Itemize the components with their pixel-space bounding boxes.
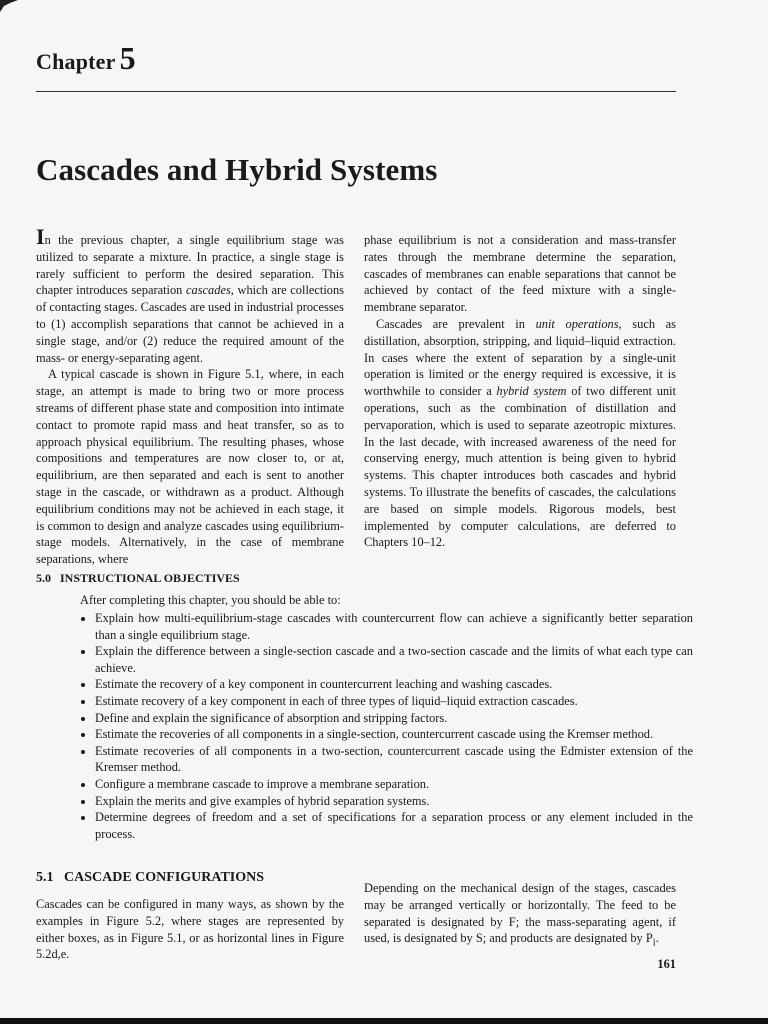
intro-p1-emphasis: cascades,	[186, 283, 234, 298]
objective-item: • Explain the difference between a single-section cascade and a two-section cascade and the limits of what each type can achieve.	[95, 643, 693, 676]
chapter-word: Chapter	[36, 49, 116, 74]
objective-item: • Determine degrees of freedom and a set of specifications for a separation process or any element included in the process.	[95, 809, 693, 842]
intro-p4-text-b: such as distillation, absorption, stripping, and liquid–liquid extraction. In cases where the extent of separation by a single-unit operation is limited or the energy required is excessive, it is worthwhile to consider a	[364, 316, 676, 399]
objective-item: • Explain how multi-equilibrium-stage cascades with countercurrent flow can achieve a significantly better separation than a single equilibrium stage.	[95, 610, 693, 643]
scan-bottom-edge	[0, 1018, 768, 1024]
page-number: 161	[657, 957, 676, 971]
objective-item: • Configure a membrane cascade to improve a membrane separation.	[95, 776, 693, 793]
drop-cap: I	[36, 224, 45, 249]
section-5-1-right-column	[364, 880, 676, 953]
intro-p1-text: n the previous chapter, a single equilibrium stage was utilized to separate a mixture. In practice, a single stage is rarely sufficient to perform the desired separation. This chapter introduces separation	[36, 233, 344, 298]
intro-paragraph-1	[36, 224, 344, 366]
objectives-intro: After completing this chapter, you should be able to:	[80, 593, 341, 607]
intro-p1-end: which are collections of contacting stages. Cascades are used in industrial processes to (1) accomplish separations that cannot be achieved in a single stage, and/or (2) reduce the required amount of the mass- or energy-separating agent.	[36, 283, 344, 365]
objective-item: • Estimate recoveries of all components in a two-section, countercurrent cascade using the Edmister extension of the Kremser method.	[95, 743, 693, 776]
section-5-1-paragraph-left: Cascades can be configured in many ways, as shown by the examples in Figure 5.2, where stages are represented by either boxes, as in Figure 5.1, or as horizontal lines in Figure 5.2d,e.	[36, 897, 344, 962]
section-5-1-left-column	[36, 896, 344, 963]
intro-paragraph-3: phase equilibrium is not a consideration and mass-transfer rates through the membrane determine the separation, cascades of membranes can enable separations that cannot be achieved by contact of the feed mixture with a single-membrane separator.	[364, 233, 676, 315]
objective-item: • Explain the merits and give examples of hybrid separation systems.	[95, 793, 693, 810]
objective-item: • Estimate the recovery of a key component in countercurrent leaching and washing cascades.	[95, 676, 693, 693]
scan-corner-artifact	[0, 0, 18, 12]
objective-item: • Estimate the recoveries of all components in a single-section, countercurrent cascade using the Kremser method.	[95, 726, 693, 743]
section-5-1-right-text: Depending on the mechanical design of the stages, cascades may be arranged vertically or horizontally. The feed to be separated is designated by F; the mass-separating agent, if used, is designated by S; and products are designated by P	[364, 881, 676, 946]
intro-right-column	[364, 232, 676, 551]
section-5-1-paragraph-right	[364, 880, 676, 953]
intro-p4-text-a: Cascades are prevalent in	[376, 316, 536, 331]
objective-item: • Estimate recovery of a key component in each of three types of liquid–liquid extraction cascades.	[95, 693, 693, 710]
objectives-heading: 5.0 INSTRUCTIONAL OBJECTIVES	[36, 571, 240, 585]
chapter-number: 5	[119, 40, 136, 76]
intro-paragraph-4	[364, 316, 676, 551]
intro-p4-emphasis-2: hybrid system	[496, 384, 567, 399]
section-5-1-heading: 5.1 CASCADE CONFIGURATIONS	[36, 870, 265, 885]
section-5-1-right-end: .	[655, 931, 659, 946]
intro-left-column	[36, 224, 344, 568]
intro-paragraph-2: A typical cascade is shown in Figure 5.1, where, in each stage, an attempt is made to bring two or more process streams of different phase state and composition into intimate contact to promote rapid mass and heat transfer, so as to approach physical equilibrium. The resulting phases, whose compositions and temperatures are now closer to, or at, equilibrium, are then separated and each is sent to another stage in the cascade, or withdrawn as a product. Although equilibrium conditions may not be achieved in each stage, it is common to design and analyze cascades using equilibrium-stage models. Alternatively, in the case of membrane separations, where	[36, 367, 344, 567]
chapter-title: Cascades and Hybrid Systems	[36, 152, 438, 187]
intro-p4-emphasis-1: unit operations,	[535, 316, 622, 331]
objectives-list	[78, 610, 693, 842]
product-subscript: i	[652, 937, 656, 949]
intro-p4-text-c: of two different unit operations, such as the combination of distillation and pervaporation, which is used to separate azeotropic mixtures. In the last decade, with increased awareness of the need for conserving energy, much attention is being given to hybrid systems. This chapter introduces both cascades and hybrid systems. To illustrate the benefits of cascades, the calculations are based on simple models. Rigorous models, best implemented by computer calculations, are deferred to Chapters 10–12.	[364, 384, 676, 550]
objective-item: • Define and explain the significance of absorption and stripping factors.	[95, 710, 693, 727]
chapter-label	[36, 40, 136, 77]
chapter-rule	[36, 91, 676, 92]
